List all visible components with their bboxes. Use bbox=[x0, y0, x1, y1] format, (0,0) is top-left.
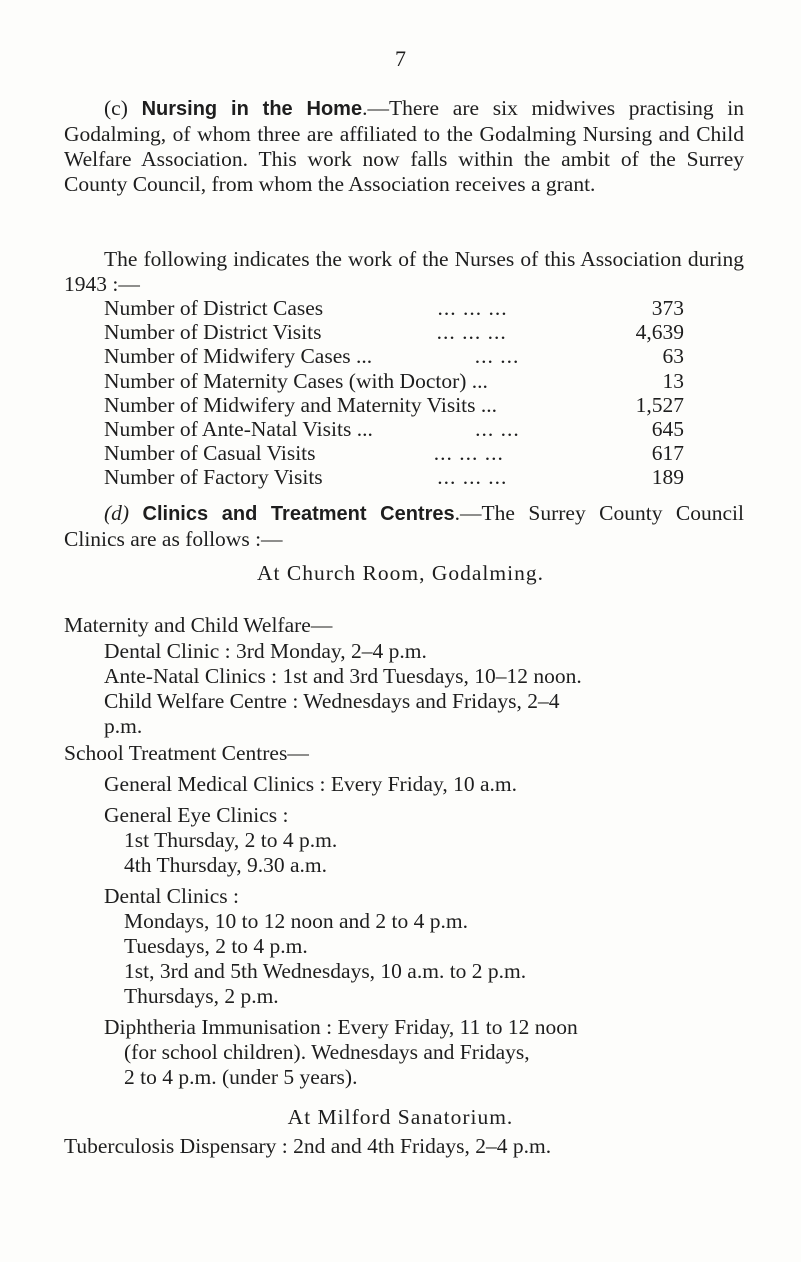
stats-row: Number of Maternity Cases (with Doctor) ... 13 bbox=[104, 368, 684, 393]
milford-heading: At Milford Sanatorium. bbox=[287, 1105, 514, 1129]
intro-text: The following indicates the work of the Nurses of this Association during 1943 :— bbox=[64, 247, 744, 296]
school-diphtheria-cont: 2 to 4 p.m. (under 5 years). bbox=[124, 1065, 358, 1089]
maternity-dental: Dental Clinic : 3rd Monday, 2–4 p.m. bbox=[104, 639, 427, 663]
church-room-heading: At Church Room, Godalming. bbox=[257, 561, 544, 585]
stats-row: Number of Casual Visits ... ... ... 617 bbox=[104, 441, 684, 466]
milford-tb-dispensary: Tuberculosis Dispensary : 2nd and 4th Fridays, 2–4 p.m. bbox=[64, 1134, 552, 1158]
intro-paragraph bbox=[64, 247, 744, 297]
maternity-title: Maternity and Child Welfare— bbox=[64, 613, 333, 637]
nursing-paragraph bbox=[64, 96, 744, 197]
maternity-antenatal: Ante-Natal Clinics : 1st and 3rd Tuesdays, 10–12 noon. bbox=[104, 664, 582, 688]
clinics-text: .—The Surrey County Council Clinics are as follows :— bbox=[64, 501, 744, 551]
school-eye-line: 4th Thursday, 9.30 a.m. bbox=[124, 853, 328, 877]
clinics-label: (d) bbox=[104, 501, 130, 525]
nursing-label: (c) bbox=[104, 96, 128, 120]
maternity-child-welfare-cont: p.m. bbox=[104, 714, 143, 738]
stats-row: Number of Ante-Natal Visits ... ... ... 645 bbox=[104, 417, 684, 442]
page-number: 7 bbox=[395, 46, 406, 71]
stats-row: Number of Midwifery Cases ... ... ... 63 bbox=[104, 344, 684, 369]
nursing-heading: Nursing in the Home bbox=[141, 98, 363, 120]
school-dental-title: Dental Clinics : bbox=[104, 884, 239, 908]
school-dental-line: Thursdays, 2 p.m. bbox=[124, 984, 279, 1008]
school-title: School Treatment Centres— bbox=[64, 741, 309, 765]
school-dental-line: Mondays, 10 to 12 noon and 2 to 4 p.m. bbox=[124, 909, 468, 933]
school-eye-line: 1st Thursday, 2 to 4 p.m. bbox=[124, 828, 338, 852]
clinics-paragraph bbox=[64, 501, 744, 552]
stats-row: Number of Factory Visits ... ... ... 189 bbox=[104, 465, 684, 490]
school-dental-line: 1st, 3rd and 5th Wednesdays, 10 a.m. to 2 p.m. bbox=[124, 959, 527, 983]
school-diphtheria-cont: (for school children). Wednesdays and Fridays, bbox=[124, 1040, 530, 1064]
school-dental-line: Tuesdays, 2 to 4 p.m. bbox=[124, 934, 308, 958]
stats-row: Number of District Visits ... ... ... 4,639 bbox=[104, 320, 684, 345]
nursing-text: .—There are six midwives practising in Godalming, of whom three are affiliated to the Godalming Nursing and Child Welfare Association. This work now falls within the ambit of the Surrey County Council, from whom the Association receives a grant. bbox=[64, 96, 744, 196]
clinics-heading: Clinics and Treatment Centres bbox=[142, 503, 455, 525]
nurses-stats-list bbox=[104, 296, 684, 490]
maternity-child-welfare: Child Welfare Centre : Wednesdays and Fridays, 2–4 bbox=[104, 689, 560, 713]
school-eye-title: General Eye Clinics : bbox=[104, 803, 289, 827]
stats-row: Number of Midwifery and Maternity Visits ... 1,527 bbox=[104, 392, 684, 417]
school-general-medical: General Medical Clinics : Every Friday, 10 a.m. bbox=[104, 772, 517, 796]
stats-row: Number of District Cases ... ... ... 373 bbox=[104, 296, 684, 320]
school-diphtheria: Diphtheria Immunisation : Every Friday, 11 to 12 noon bbox=[104, 1015, 578, 1039]
